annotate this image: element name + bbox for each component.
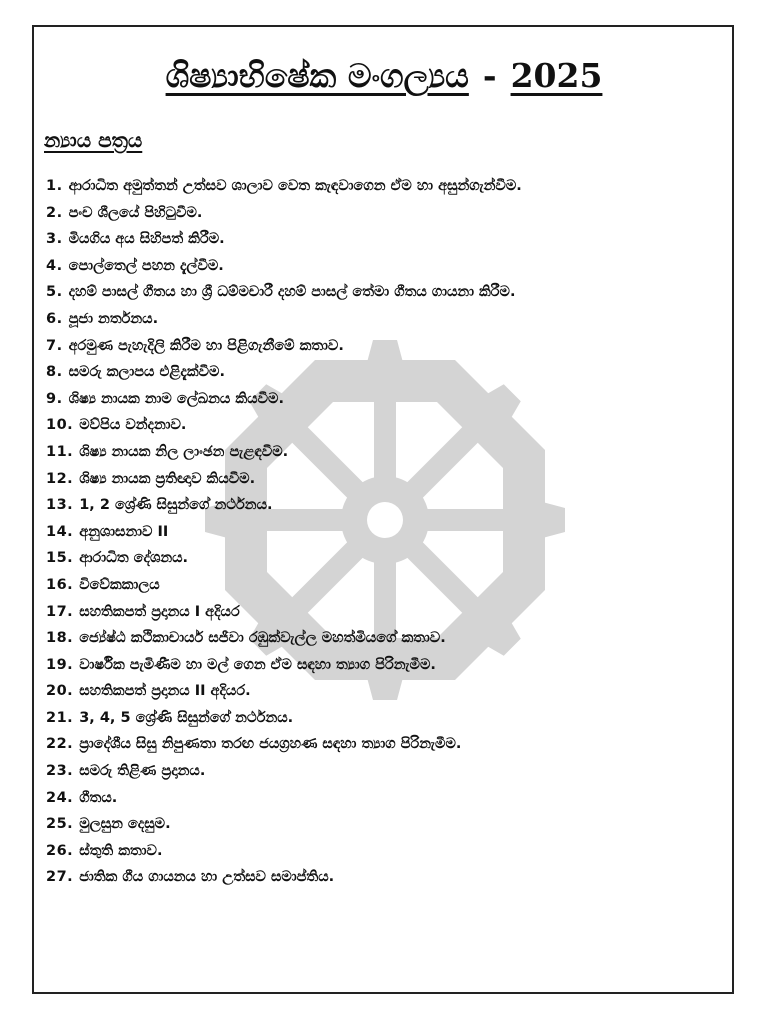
agenda-item [46,333,726,360]
agenda-item-number: 24. [46,789,74,806]
agenda-item [46,625,726,652]
title-main: ශිෂ්‍යාභිෂේක මංගල්‍යය [165,56,469,95]
agenda-item-text: සහතිකපත් ප්‍රදානය II අදියර. [79,683,251,700]
agenda-item-number: 16. [46,576,74,593]
agenda-item-text: ආරාධිත දේශනය. [79,550,189,567]
agenda-item-text: ශිෂ්‍ය නායක නාම ලේඛනය කියවීම. [68,390,284,407]
agenda-item-number: 18. [46,630,74,647]
agenda-item [46,279,726,306]
agenda-item-text: ප්‍රාදේශීය සිසු නිපුණතා තරඟ ජයග්‍රහණ සඳහා ත්‍යාග පිරිනැමීම. [79,736,462,753]
agenda-item [46,386,726,413]
agenda-item-text: වාර්ෂික පැමිණීම හා මල් ගෙන ඒම සඳහා ත්‍යාග පිරිනැමීම. [79,656,436,673]
agenda-item-number: 6. [46,310,63,327]
agenda-item [46,200,726,227]
agenda-item [46,226,726,253]
agenda-item-text: ස්තුති කතාව. [79,842,163,859]
agenda-item [46,811,726,838]
agenda-item-text: ජාතික ගීය ගායනය හා උත්සව සමාප්තිය. [79,869,335,886]
agenda-item-number: 12. [46,470,74,487]
agenda-item-text: අරමුණ පැහැදිලි කිරීම හා පිළිගැනීමේ කතාව. [68,337,344,354]
agenda-item-number: 5. [46,284,63,301]
agenda-item [46,466,726,493]
agenda-item-number: 14. [46,523,74,540]
agenda-item-text: 3, 4, 5 ශ්‍රේණි සිසුන්ගේ නර්ථනය. [79,709,294,726]
agenda-item-text: දහම් පාසල් ගීතය හා ශ්‍රී ධම්මචාරී දහම් පාසල් තේමා ගීතය ගායනා කිරීම. [68,284,516,301]
agenda-item-text: විවේකකාලය [79,576,160,593]
agenda-item [46,758,726,785]
agenda-item [46,173,726,200]
agenda-item-text: මියගිය අය සිහිපත් කිරීම. [68,231,225,248]
agenda-item-text: සමරු තිළිණ ප්‍රදානය. [79,763,206,780]
agenda-item-number: 3. [46,231,63,248]
agenda-item-number: 4. [46,257,63,274]
agenda-item-number: 2. [46,204,63,221]
agenda-item-text: සහතිකපත් ප්‍රදානය I අදියර [79,603,240,620]
agenda-item [46,864,726,891]
agenda-item-number: 8. [46,364,63,381]
agenda-heading: න්‍යාය පත්‍රය [44,128,143,152]
agenda-item-text: පොල්තෙල් පහන දැල්වීම. [68,257,224,274]
agenda-item-number: 25. [46,816,74,833]
agenda-item-number: 9. [46,390,63,407]
agenda-item-number: 20. [46,683,74,700]
title-separator: - [482,56,497,95]
agenda-item-text: අනුශාසනාව II [79,523,169,540]
agenda-item-text: මව්පිය වන්දනාව. [79,417,187,434]
agenda-item-text: ශිෂ්‍ය නායක ප්‍රතිඥාව කියවීම. [79,470,256,487]
agenda-item [46,253,726,280]
agenda-item [46,785,726,812]
agenda-item-number: 22. [46,736,74,753]
agenda-item-number: 23. [46,763,74,780]
agenda-item [46,492,726,519]
agenda-item-text: පූජා නර්තනය. [68,310,159,327]
agenda-item-number: 19. [46,656,74,673]
title-year: 2025 [510,56,603,95]
page-title [0,54,768,98]
agenda-item-text: මුලසුන දෙසුම. [79,816,171,833]
agenda-item [46,599,726,626]
agenda-item-number: 11. [46,443,74,460]
agenda-item-text: පංච ශීලයේ පිහිටුවීම. [68,204,203,221]
agenda-item-number: 26. [46,842,74,859]
agenda-item-number: 13. [46,497,74,514]
agenda-item-number: 7. [46,337,63,354]
agenda-item [46,306,726,333]
agenda-item [46,572,726,599]
agenda-item [46,359,726,386]
agenda-item-text: ශිෂ්‍ය නායක නිල ලාංඡන පැළඳවීම. [79,443,289,460]
agenda-item-text: ගීතය. [79,789,118,806]
agenda-item-text: ජ්‍යේෂ්ඨ කථිකාචාර්ය සජීවා රඹුක්වැල්ල මහත්මියගේ කතාව. [79,630,446,647]
agenda-item [46,678,726,705]
agenda-item [46,439,726,466]
agenda-item [46,545,726,572]
agenda-item [46,652,726,679]
agenda-item-number: 15. [46,550,74,567]
agenda-item-number: 10. [46,417,74,434]
agenda-item-number: 1. [46,178,63,194]
agenda-item-number: 17. [46,603,74,620]
agenda-item-text: 1, 2 ශ්‍රේණි සිසුන්ගේ නර්ථනය. [79,497,273,514]
agenda-item [46,705,726,732]
agenda-item-text: ආරාධිත අමුත්තන් උත්සව ශාලාව වෙත කැඳවාගෙන ඒම හා අසුන්ගැන්වීම. [68,178,522,194]
agenda-item-number: 21. [46,709,74,726]
agenda-item [46,731,726,758]
agenda-item [46,412,726,439]
agenda-list [46,173,726,891]
agenda-item [46,838,726,865]
agenda-item [46,519,726,546]
agenda-item-text: සමරු කලාපය එළිදැක්වීම. [68,364,225,381]
agenda-item-number: 27. [46,869,74,886]
